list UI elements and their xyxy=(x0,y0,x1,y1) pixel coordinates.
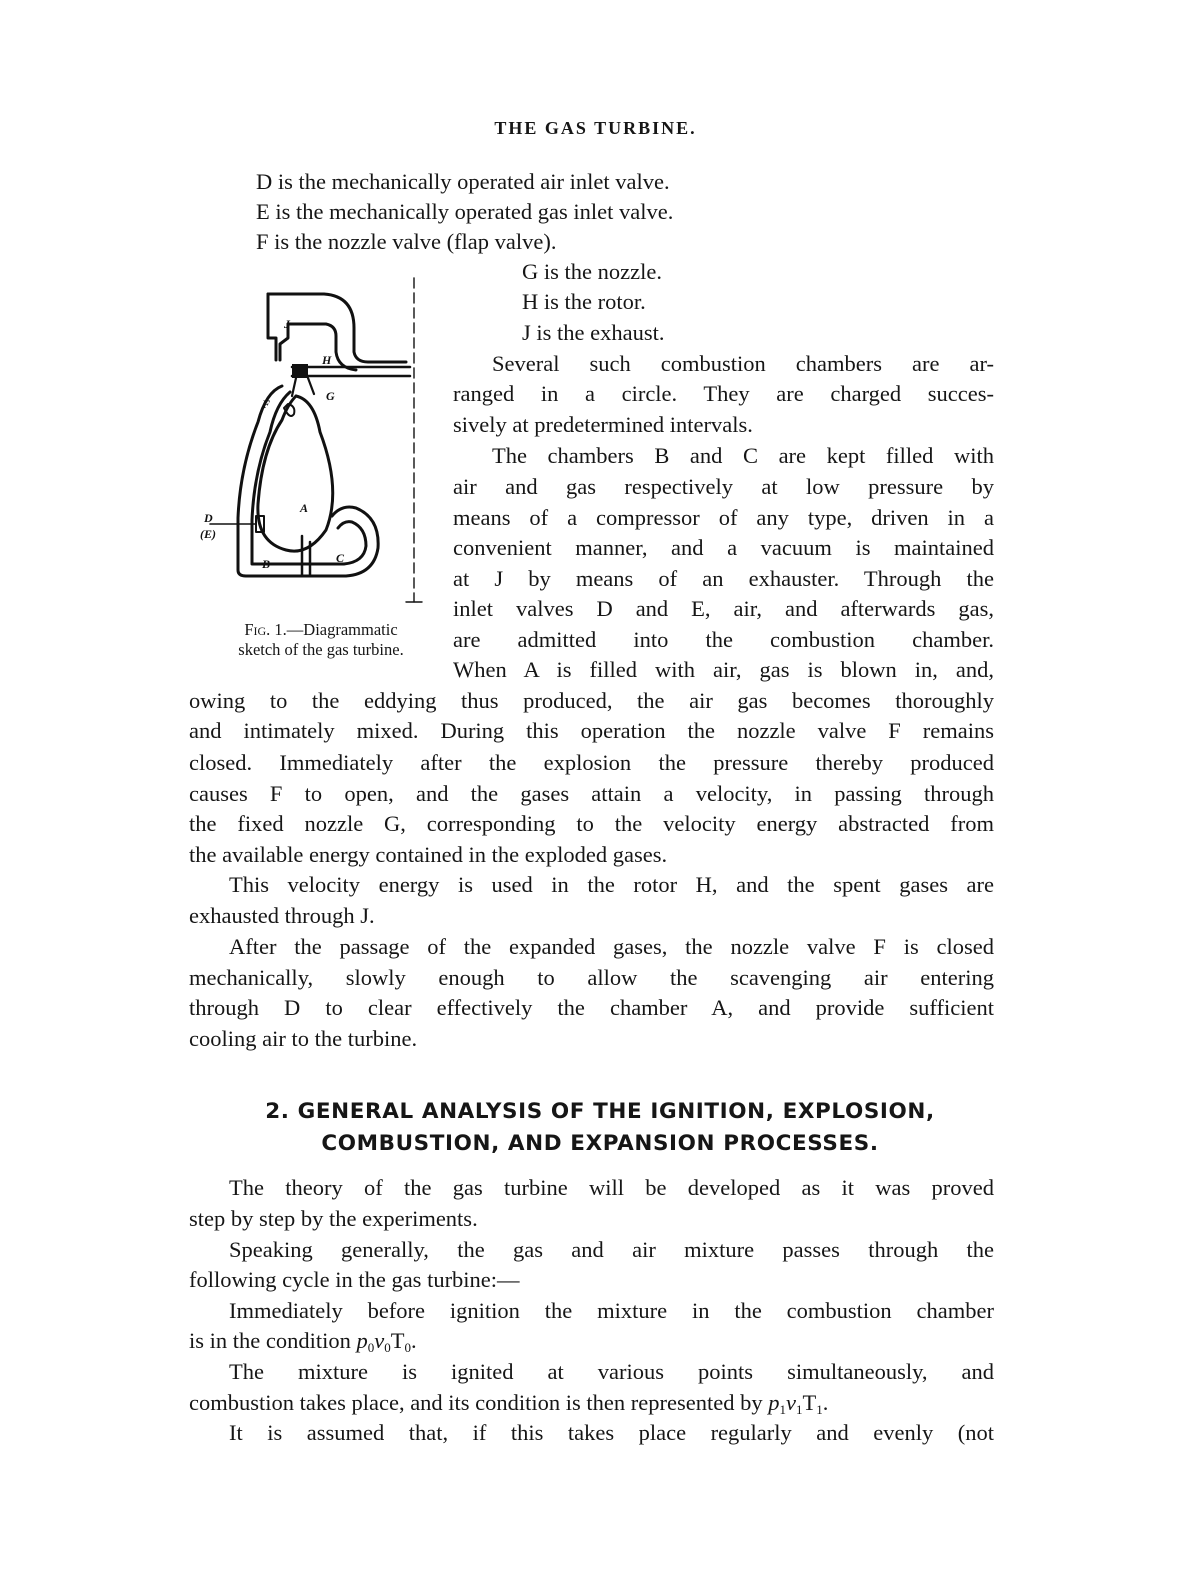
body-line: The mixture is ignited at various points simultaneously, and xyxy=(229,1359,994,1384)
caption-title: —Diagrammatic xyxy=(286,620,398,639)
divider-b-c xyxy=(302,536,310,576)
label-f: F xyxy=(262,397,271,411)
caption-prefix: Fig. 1. xyxy=(244,620,287,639)
formula-p: p xyxy=(356,1328,368,1353)
section-heading-line-2: COMBUSTION, AND EXPANSION PROCESSES. xyxy=(321,1131,879,1156)
label-a: A xyxy=(300,501,309,515)
label-j: J xyxy=(284,317,290,331)
label-h: H xyxy=(322,353,332,367)
body-line: convenient manner, and a vacuum is maintained xyxy=(453,535,994,560)
label-g: G xyxy=(326,389,335,403)
body-line: The chambers B and C are kept filled with xyxy=(492,443,994,468)
valve-item-d: D is the mechanically operated air inlet valve. xyxy=(256,169,670,194)
body-line: sively at predetermined intervals. xyxy=(453,412,753,437)
chamber-c xyxy=(314,507,378,576)
body-line: air and gas respectively at low pressure by xyxy=(453,474,994,499)
body-line: closed. Immediately after the explosion the pressure thereby produced xyxy=(189,750,994,775)
formula-t: T xyxy=(390,1328,405,1353)
valve-item-f: F is the nozzle valve (flap valve). xyxy=(256,229,557,254)
body-line: When A is filled with air, gas is blown in, and, xyxy=(453,657,994,682)
label-e: (E) xyxy=(200,527,216,541)
figure-caption xyxy=(196,620,446,660)
body-line: are admitted into the combustion chamber. xyxy=(453,627,994,652)
body-line: the fixed nozzle G, corresponding to the velocity energy abstracted from xyxy=(189,811,994,836)
formula-v: v xyxy=(374,1328,385,1353)
body-line: ranged in a circle. They are charged succes- xyxy=(453,381,994,406)
valve-item-h: H is the rotor. xyxy=(522,289,646,314)
body-line: This velocity energy is used in the rotor H, and the spent gases are xyxy=(229,872,994,897)
body-line: cooling air to the turbine. xyxy=(189,1026,418,1051)
formula-v: v xyxy=(785,1390,796,1415)
body-line: mechanically, slowly enough to allow the scavenging air entering xyxy=(189,965,994,990)
body-line: causes F to open, and the gases attain a velocity, in passing through xyxy=(189,781,994,806)
body-line: Immediately before ignition the mixture in the combustion chamber xyxy=(229,1298,994,1323)
body-line: Speaking generally, the gas and air mixture passes through the xyxy=(229,1237,994,1262)
section-heading-line-1: 2. GENERAL ANALYSIS OF THE IGNITION, EXPLOSION, xyxy=(265,1099,935,1124)
formula-p: p xyxy=(768,1390,780,1415)
body-line: through D to clear effectively the chamber A, and provide sufficient xyxy=(189,995,994,1020)
label-b: B xyxy=(262,557,271,571)
body-line: owing to the eddying thus produced, the air gas becomes thoroughly xyxy=(189,688,994,713)
caption-line-1 xyxy=(196,620,446,640)
body-line: means of a compressor of any type, driven in a xyxy=(453,505,994,530)
body-line: The theory of the gas turbine will be developed as it was proved xyxy=(229,1175,994,1200)
body-line: at J by means of an exhauster. Through the xyxy=(453,566,994,591)
turbine-diagram-svg xyxy=(196,272,426,612)
body-line: It is assumed that, if this takes place regularly and evenly (not xyxy=(229,1420,994,1445)
body-line-with-formula: is in the condition $p_0v_0T_0$. xyxy=(189,1328,417,1355)
nozzle-g xyxy=(292,378,314,396)
body-line-with-formula: combustion takes place, and its condition is then represented by $p_1v_1T_1$. xyxy=(189,1390,829,1417)
body-line: inlet valves D and E, air, and afterwards gas, xyxy=(453,596,994,621)
running-head: THE GAS TURBINE. xyxy=(494,118,697,138)
formula-t: T xyxy=(802,1390,817,1415)
label-d: D xyxy=(204,511,213,525)
label-c: C xyxy=(336,551,345,565)
body-line: exhausted through J. xyxy=(189,903,375,928)
body-line: the available energy contained in the exploded gases. xyxy=(189,842,668,867)
valve-item-g: G is the nozzle. xyxy=(522,259,662,284)
turbine-diagram xyxy=(196,272,426,612)
body-line: following cycle in the gas turbine:— xyxy=(189,1267,520,1292)
chamber-a xyxy=(258,396,333,551)
body-line: Several such combustion chambers are ar- xyxy=(492,351,994,376)
caption-line-2: sketch of the gas turbine. xyxy=(238,640,404,659)
body-line: and intimately mixed. During this operation the nozzle valve F remains xyxy=(189,718,994,743)
body-line: After the passage of the expanded gases, the nozzle valve F is closed xyxy=(229,934,994,959)
body-line: step by step by the experiments. xyxy=(189,1206,478,1231)
valve-item-j: J is the exhaust. xyxy=(522,320,665,345)
valve-item-e: E is the mechanically operated gas inlet valve. xyxy=(256,199,674,224)
